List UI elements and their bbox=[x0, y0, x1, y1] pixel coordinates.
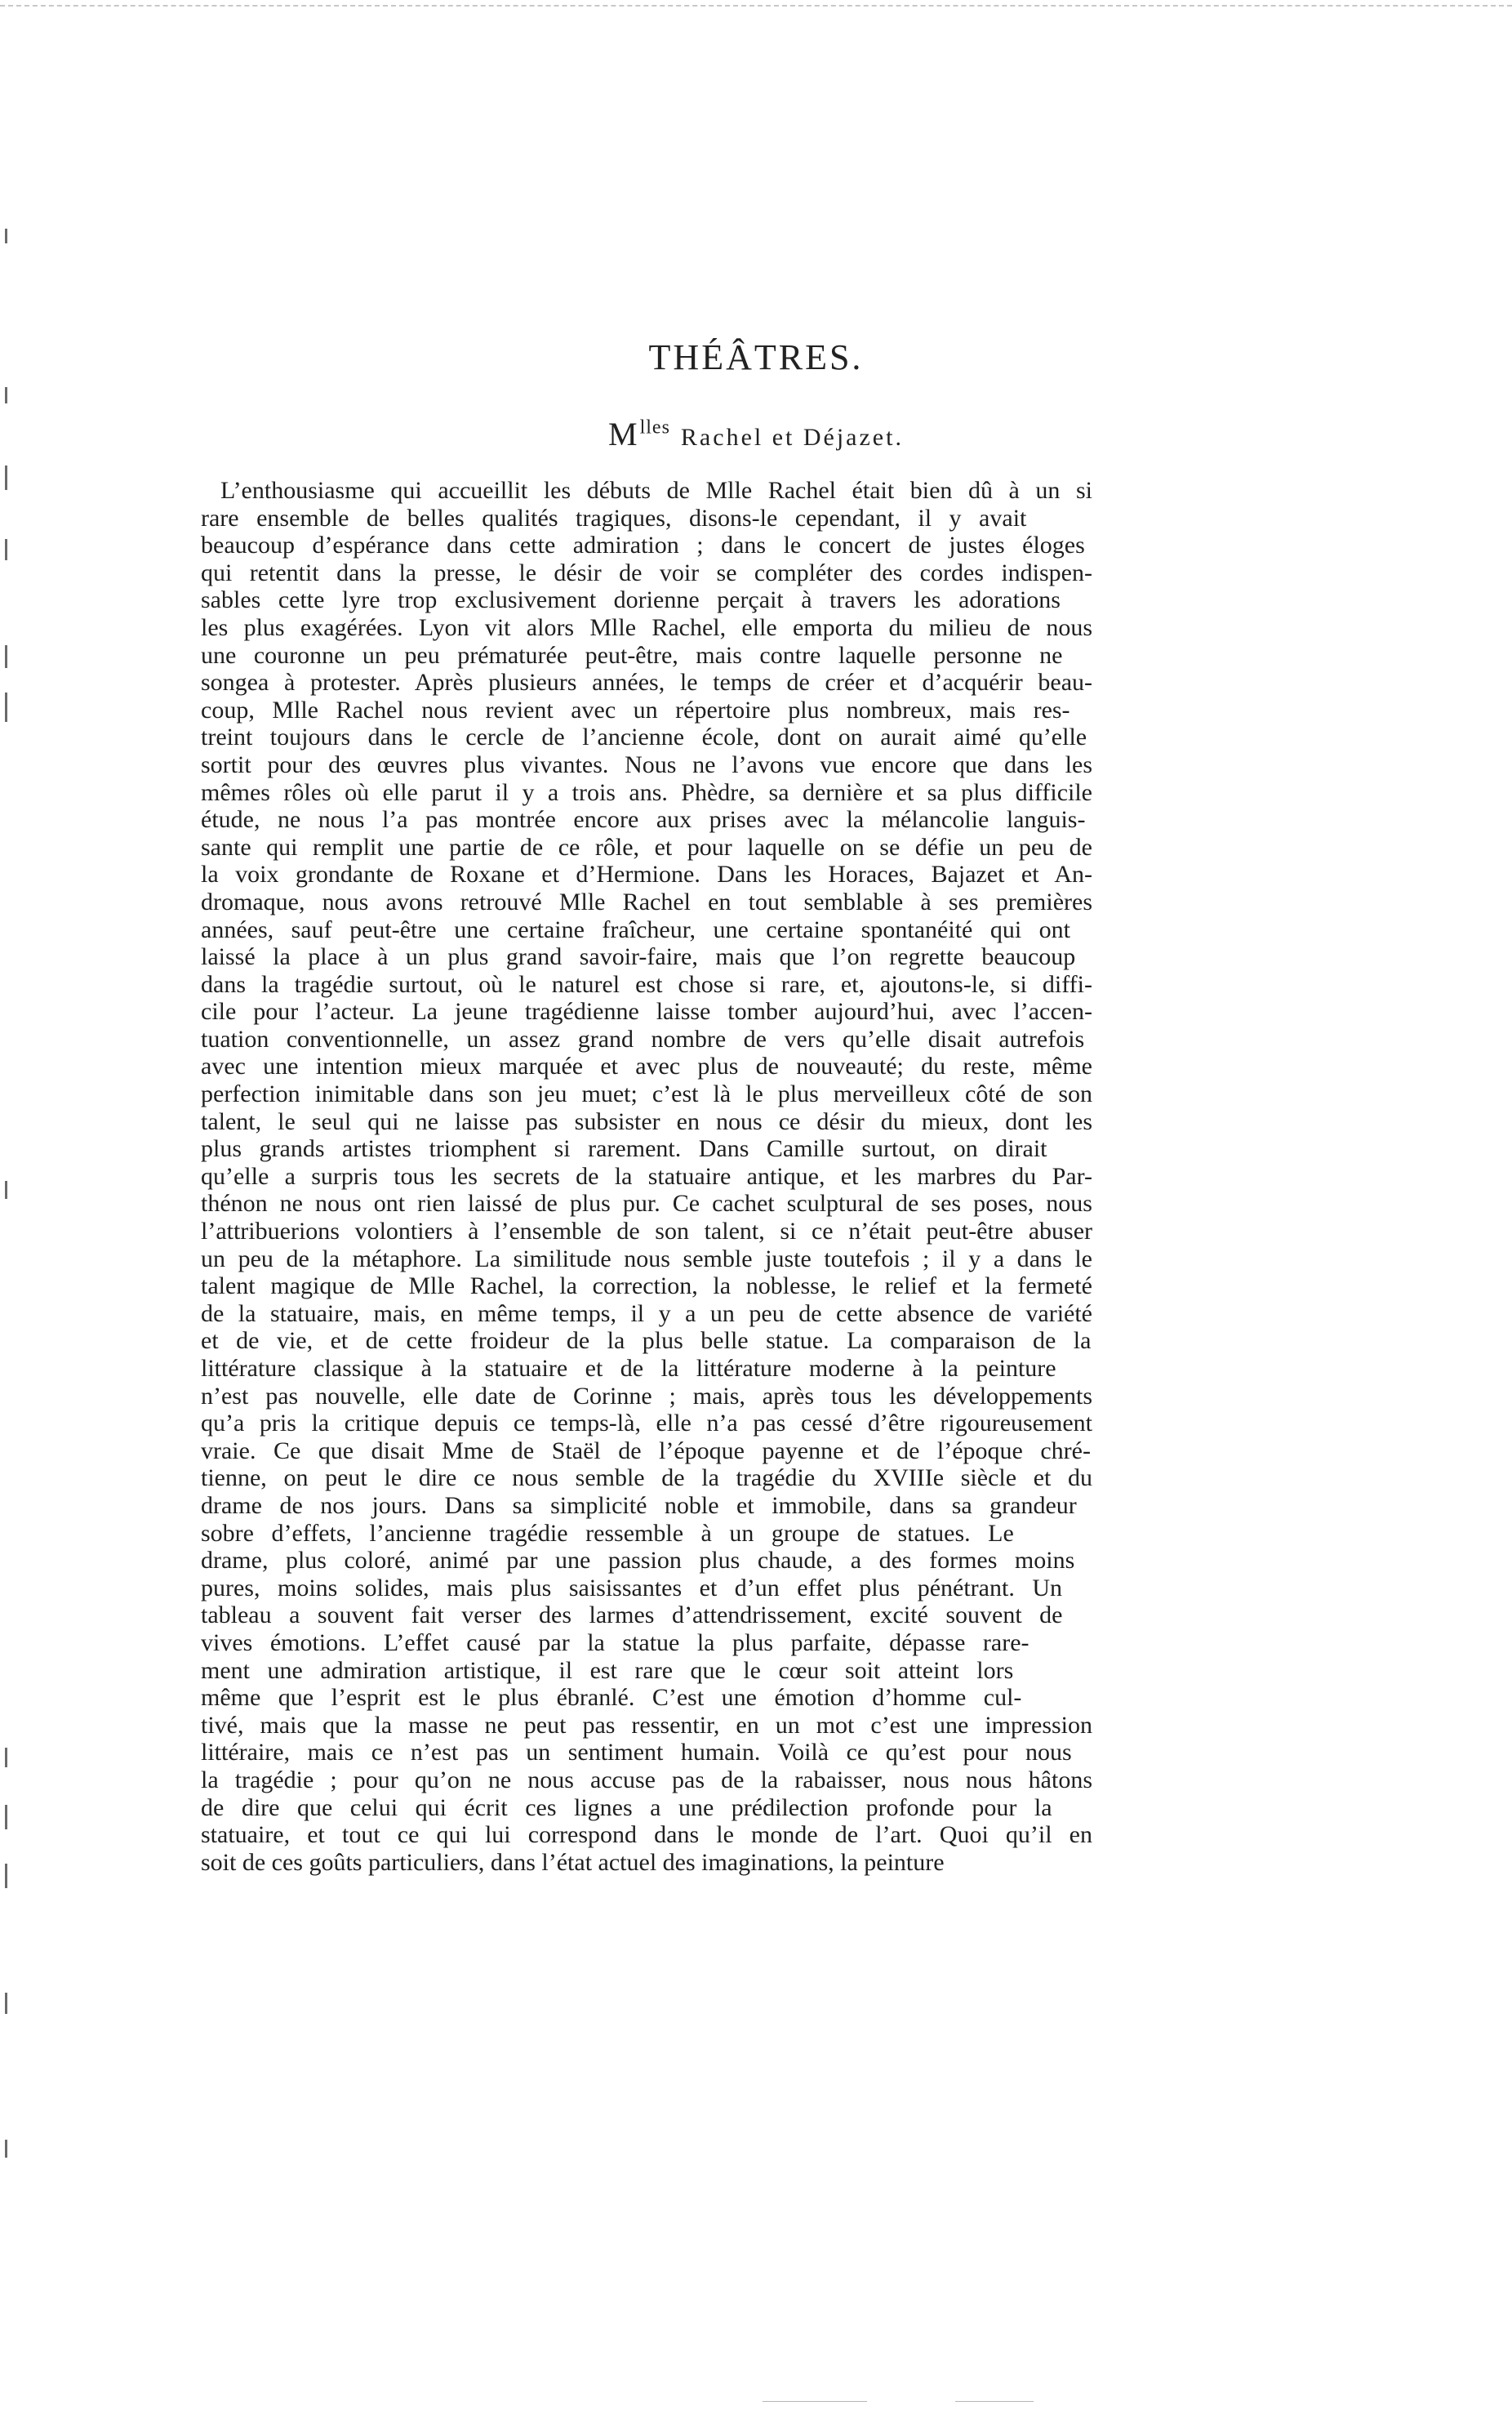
body-line: les plus exagérées. Lyon vit alors Mlle Rachel, elle emporta du milieu de nous bbox=[201, 613, 1092, 641]
body-line: vraie. Ce que disait Mme de Staël de l’époque payenne et de l’époque chré- bbox=[201, 1437, 1091, 1464]
body-line: un peu de la métaphore. La similitude nous semble juste toutefois ; il y a dans le bbox=[201, 1245, 1092, 1272]
margin-scan-mark bbox=[5, 1864, 7, 1888]
body-line: même que l’esprit est le plus ébranlé. C’est une émotion d’homme cul- bbox=[201, 1684, 1022, 1712]
body-line: qu’a pris la critique depuis ce temps-là, elle n’a pas cessé d’être rigoureusement bbox=[201, 1410, 1092, 1437]
margin-scan-mark bbox=[5, 1748, 7, 1767]
article-title bbox=[0, 415, 1512, 453]
body-line: laissé la place à un plus grand savoir-faire, mais que l’on regrette beaucoup bbox=[201, 943, 1076, 971]
margin-scan-mark bbox=[5, 387, 7, 403]
body-line: treint toujours dans le cercle de l’ancienne école, dont on aurait aimé qu’elle bbox=[201, 724, 1087, 751]
body-line: la tragédie ; pour qu’on ne nous accuse pas de la rabaisser, nous nous hâtons bbox=[201, 1766, 1092, 1793]
body-line: littéraire, mais ce n’est pas un sentiment humain. Voilà ce qu’est pour nous bbox=[201, 1739, 1072, 1766]
body-line: la voix grondante de Roxane et d’Hermione. Dans les Horaces, Bajazet et An- bbox=[201, 861, 1092, 889]
body-line: vives émotions. L’effet causé par la statue la plus parfaite, dépasse rare- bbox=[201, 1628, 1029, 1656]
body-line: talent, le seul qui ne laisse pas subsister en nous ce désir du mieux, dont les bbox=[201, 1107, 1092, 1135]
article-title-prefix: M bbox=[608, 416, 640, 452]
body-line: pures, moins solides, mais plus saisissantes et d’un effet plus pénétrant. Un bbox=[201, 1574, 1062, 1601]
body-line: ment une admiration artistique, il est rare que le cœur soit atteint lors bbox=[201, 1656, 1014, 1684]
body-line: étude, ne nous l’a pas montrée encore aux prises avec la mélancolie languis- bbox=[201, 806, 1086, 834]
margin-scan-mark bbox=[5, 1993, 7, 2014]
body-line: L’enthousiasme qui accueillit les débuts de Mlle Rachel était bien dû à un si bbox=[220, 477, 1092, 504]
body-line: coup, Mlle Rachel nous revient avec un répertoire plus nombreux, mais res- bbox=[201, 696, 1070, 724]
body-line: songea à protester. Après plusieurs années, le temps de créer et d’acquérir beau- bbox=[201, 669, 1092, 697]
body-line: sante qui remplit une partie de ce rôle, et pour laquelle on se défie un peu de bbox=[201, 833, 1092, 861]
article-body bbox=[201, 477, 1092, 1876]
body-line: perfection inimitable dans son jeu muet; c’est là le plus merveilleux côté de son bbox=[201, 1080, 1092, 1108]
body-line: mêmes rôles où elle parut il y a trois ans. Phèdre, sa dernière et sa plus difficile bbox=[201, 778, 1092, 806]
body-line: dans la tragédie surtout, où le naturel est chose si rare, et, ajoutons-le, si diffi- bbox=[201, 970, 1092, 998]
margin-scan-mark bbox=[5, 1181, 7, 1199]
body-line: tivé, mais que la masse ne peut pas ressentir, en un mot c’est une impression bbox=[201, 1711, 1092, 1739]
article-title-superscript: lles bbox=[639, 417, 670, 439]
body-line: de la statuaire, mais, en même temps, il y a un peu de cette absence de variété bbox=[201, 1299, 1092, 1327]
body-line: beaucoup d’espérance dans cette admiration ; dans le concert de justes éloges bbox=[201, 532, 1085, 559]
body-line: littérature classique à la statuaire et de la littérature moderne à la peinture bbox=[201, 1355, 1056, 1382]
body-line: dromaque, nous avons retrouvé Mlle Rachel en tout semblable à ses premières bbox=[201, 888, 1092, 915]
body-line: thénon ne nous ont rien laissé de plus pur. Ce cachet sculptural de ses poses, nous bbox=[201, 1190, 1092, 1218]
body-line: années, sauf peut-être une certaine fraîcheur, une certaine spontanéité qui ont bbox=[201, 915, 1071, 943]
body-line: sortit pour des œuvres plus vivantes. Nous ne l’avons vue encore que dans les bbox=[201, 751, 1092, 778]
body-line: soit de ces goûts particuliers, dans l’état actuel des imaginations, la peinture bbox=[201, 1848, 945, 1876]
body-line: talent magique de Mlle Rachel, la correction, la noblesse, le relief et la fermeté bbox=[201, 1272, 1092, 1300]
body-line: sables cette lyre trop exclusivement dorienne perçait à travers les adorations bbox=[201, 586, 1061, 614]
margin-scan-mark bbox=[5, 645, 7, 668]
body-line: drame, plus coloré, animé par une passion plus chaude, a des formes moins bbox=[201, 1547, 1075, 1575]
body-line: tableau a souvent fait verser des larmes d’attendrissement, excité souvent de bbox=[201, 1601, 1063, 1629]
top-scan-rule bbox=[0, 5, 1512, 7]
body-line: l’attribuerions volontiers à l’ensemble de son talent, si ce n’était peut-être abuser bbox=[201, 1218, 1092, 1245]
margin-scan-mark bbox=[5, 466, 7, 490]
body-line: de dire que celui qui écrit ces lignes a une prédilection profonde pour la bbox=[201, 1793, 1052, 1821]
footer-rule bbox=[763, 2401, 867, 2402]
body-line: tuation conventionnelle, un assez grand nombre de vers qu’elle disait autrefois bbox=[201, 1025, 1085, 1053]
body-line: tienne, on peut le dire ce nous semble de la tragédie du XVIIIe siècle et du bbox=[201, 1464, 1092, 1492]
body-line: qui retentit dans la presse, le désir de voir se compléter des cordes indispen- bbox=[201, 559, 1092, 586]
margin-scan-mark bbox=[5, 1805, 7, 1829]
margin-scan-mark bbox=[5, 229, 7, 243]
article-title-names: Rachel et Déjazet. bbox=[680, 424, 904, 451]
body-line: cile pour l’acteur. La jeune tragédienne laisse tomber aujourd’hui, avec l’accen- bbox=[201, 998, 1092, 1026]
body-line: n’est pas nouvelle, elle date de Corinne ; mais, après tous les développements bbox=[201, 1382, 1092, 1410]
body-line: qu’elle a surpris tous les secrets de la statuaire antique, et les marbres du Par- bbox=[201, 1162, 1092, 1190]
body-line: plus grands artistes triomphent si rarement. Dans Camille surtout, on dirait bbox=[201, 1135, 1047, 1163]
margin-scan-mark bbox=[5, 539, 7, 560]
body-line: une couronne un peu prématurée peut-être, mais contre laquelle personne ne bbox=[201, 641, 1063, 669]
section-title: THÉÂTRES. bbox=[648, 337, 864, 377]
body-line: avec une intention mieux marquée et avec plus de nouveauté; du reste, même bbox=[201, 1053, 1092, 1080]
margin-scan-mark bbox=[5, 2140, 7, 2158]
margin-scan-mark bbox=[5, 693, 7, 722]
footer-rule bbox=[955, 2401, 1034, 2402]
body-line: rare ensemble de belles qualités tragiques, disons-le cependant, il y avait bbox=[201, 504, 1027, 532]
body-line: drame de nos jours. Dans sa simplicité noble et immobile, dans sa grandeur bbox=[201, 1491, 1077, 1519]
body-line: statuaire, et tout ce qui lui correspond dans le monde de l’art. Quoi qu’il en bbox=[201, 1821, 1092, 1849]
body-line: et de vie, et de cette froideur de la plus belle statue. La comparaison de la bbox=[201, 1327, 1092, 1355]
body-line: sobre d’effets, l’ancienne tragédie ressemble à un groupe de statues. Le bbox=[201, 1519, 1014, 1547]
